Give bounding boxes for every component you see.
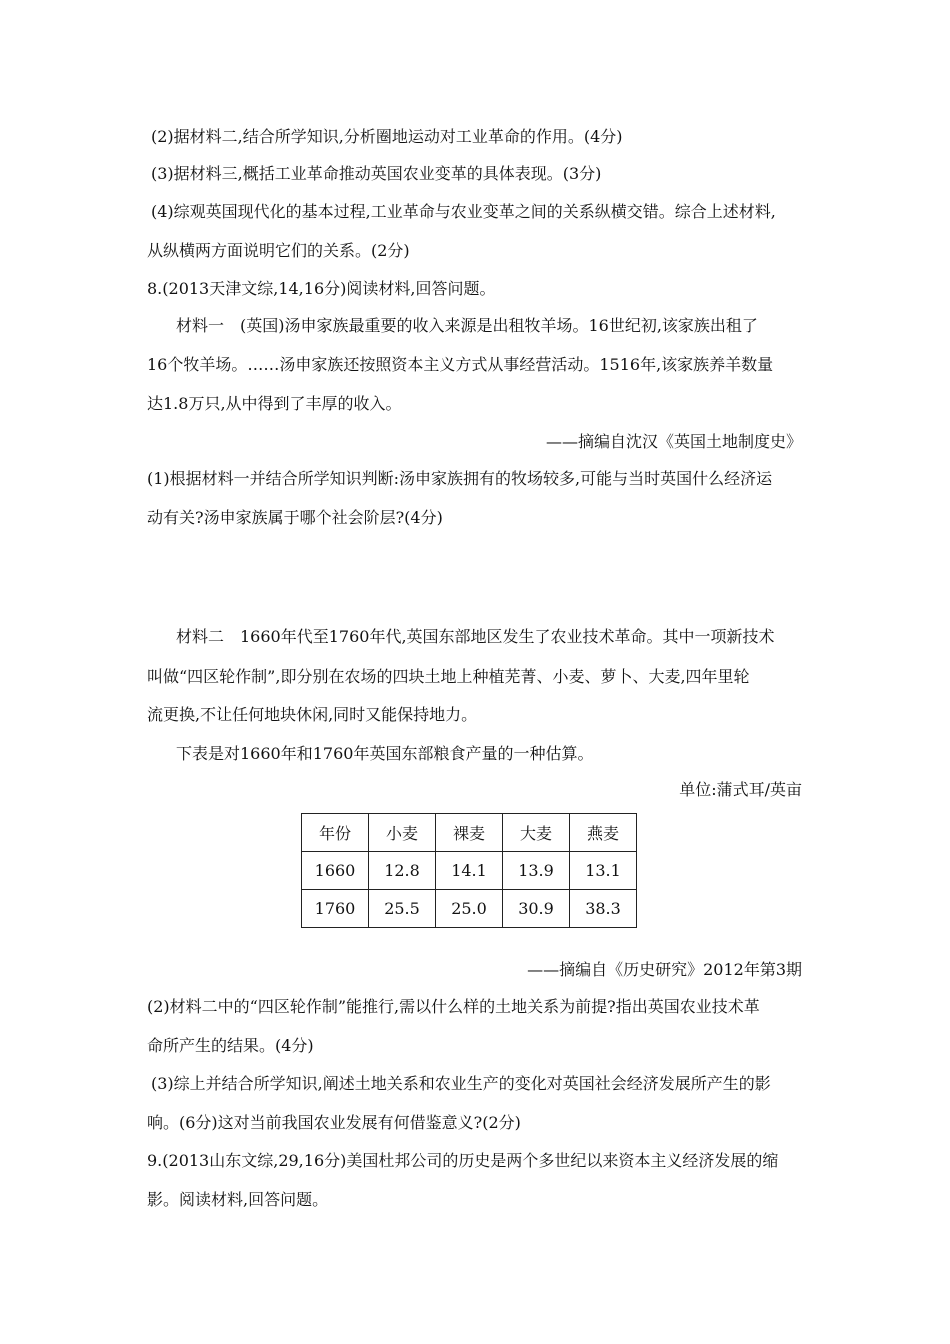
table-header-cell: 大麦	[503, 814, 570, 852]
q8-table-intro: 下表是对1660年和1760年英国东部粮食产量的一种估算。	[176, 744, 594, 763]
q8-material2-line1: 材料二 1660年代至1760年代,英国东部地区发生了农业技术革命。其中一项新技术	[176, 627, 775, 646]
q8-material1-line3: 达1.8万只,从中得到了丰厚的收入。	[147, 394, 402, 413]
q9-heading-line2: 影。阅读材料,回答问题。	[147, 1190, 329, 1209]
q8-material1-source: ——摘编自沈汉《英国土地制度史》	[545, 432, 802, 451]
table-header-cell: 小麦	[369, 814, 436, 852]
q8-sub3-line2: 响。(6分)这对当前我国农业发展有何借鉴意义?(2分)	[147, 1113, 521, 1132]
table-header-cell: 年份	[302, 814, 369, 852]
q8-sub3-line1: (3)综上并结合所学知识,阐述土地关系和农业生产的变化对英国社会经济发展所产生的影	[151, 1074, 771, 1093]
table-header-row	[302, 814, 637, 852]
q9-heading-line1: 9.(2013山东文综,29,16分)美国杜邦公司的历史是两个多世纪以来资本主义经济发展的缩	[147, 1151, 779, 1170]
table-cell: 12.8	[369, 852, 436, 890]
table-row	[302, 852, 637, 890]
q8-table-unit: 单位:蒲式耳/英亩	[679, 780, 802, 799]
table-cell: 30.9	[503, 890, 570, 928]
q8-material1-line2: 16个牧羊场。……汤申家族还按照资本主义方式从事经营活动。1516年,该家族养羊数量	[147, 355, 774, 374]
table-cell: 38.3	[570, 890, 637, 928]
q8-heading: 8.(2013天津文综,14,16分)阅读材料,回答问题。	[147, 279, 496, 298]
q7-sub2-text: (2)据材料二,结合所学知识,分析圈地运动对工业革命的作用。(4分)	[151, 127, 623, 146]
table-cell: 25.5	[369, 890, 436, 928]
table-cell: 14.1	[436, 852, 503, 890]
table-row	[302, 890, 637, 928]
table-cell: 25.0	[436, 890, 503, 928]
q8-sub2-line2: 命所产生的结果。(4分)	[147, 1036, 314, 1055]
q7-sub4-line1: (4)综观英国现代化的基本过程,工业革命与农业变革之间的关系纵横交错。综合上述材料,	[151, 202, 776, 221]
q8-material2-line3: 流更换,不让任何地块休闲,同时又能保持地力。	[147, 705, 478, 724]
table-cell: 13.9	[503, 852, 570, 890]
grain-yield-table	[301, 813, 637, 928]
q8-sub1-line1: (1)根据材料一并结合所学知识判断:汤申家族拥有的牧场较多,可能与当时英国什么经济运	[147, 469, 773, 488]
table-cell: 1760	[302, 890, 369, 928]
q7-sub3-text: (3)据材料三,概括工业革命推动英国农业变革的具体表现。(3分)	[151, 164, 602, 183]
table-header-cell: 裸麦	[436, 814, 503, 852]
q8-material2-line2: 叫做“四区轮作制”,即分别在农场的四块土地上种植芜菁、小麦、萝卜、大麦,四年里轮	[147, 667, 750, 686]
table-cell: 1660	[302, 852, 369, 890]
q7-sub4-line2: 从纵横两方面说明它们的关系。(2分)	[147, 241, 410, 260]
table-header-cell: 燕麦	[570, 814, 637, 852]
q8-sub1-line2: 动有关?汤申家族属于哪个社会阶层?(4分)	[147, 508, 443, 527]
table-cell: 13.1	[570, 852, 637, 890]
q8-material2-source: ——摘编自《历史研究》2012年第3期	[527, 960, 802, 979]
q8-material1-line1: 材料一 (英国)汤申家族最重要的收入来源是出租牧羊场。16世纪初,该家族出租了	[176, 316, 758, 335]
q8-sub2-line1: (2)材料二中的“四区轮作制”能推行,需以什么样的土地关系为前提?指出英国农业技术革	[147, 997, 760, 1016]
